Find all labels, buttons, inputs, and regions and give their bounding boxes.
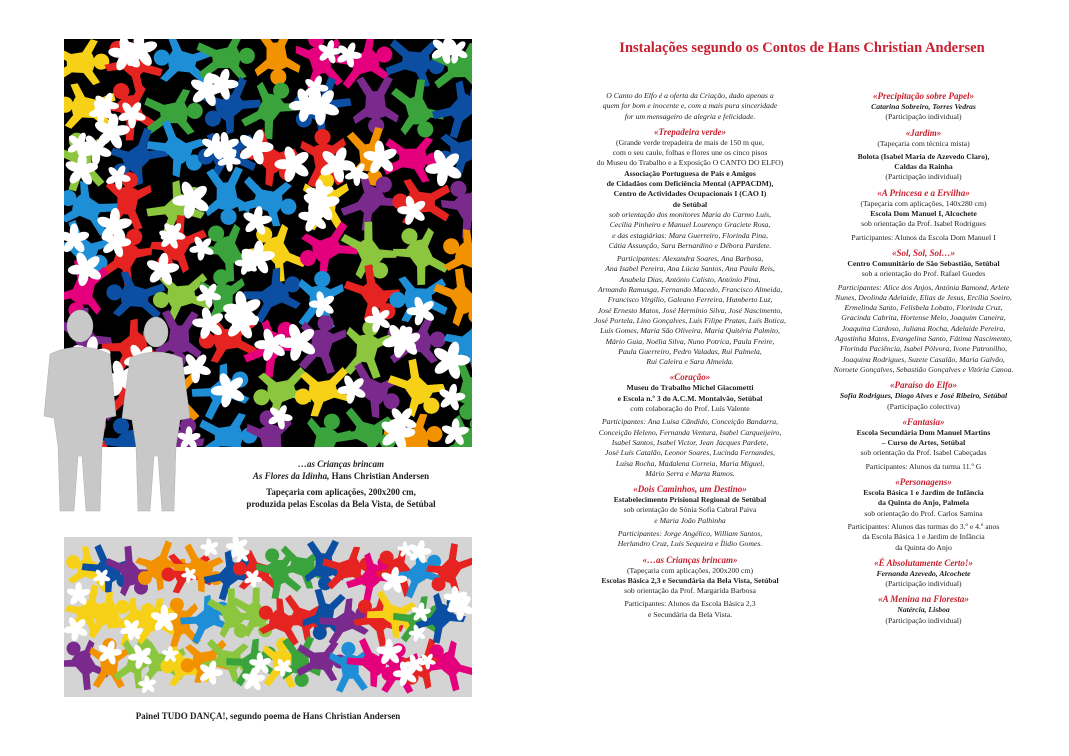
- text-line: Ana Isabel Pereira, Ana Lúcia Santos, Ana Paula Reis,: [605, 264, 775, 274]
- section-title: «A Princesa e a Ervilha»: [877, 187, 970, 198]
- column-right: [816, 91, 1031, 626]
- participants-list: [574, 417, 806, 479]
- text-line: Nunes, Deolinda Adelaide, Elias de Jesus, Ercília Soeiro,: [835, 292, 1012, 302]
- org-line: e Escola n.º 3 do A.C.M. Montalvão, Setúbal: [617, 393, 763, 403]
- text-line: Anabela Dias, António Calisto, António Pina,: [619, 274, 761, 284]
- text-line: José Portela, Lino Gonçalves, Luís Filipe Pratas, Luís Botica,: [594, 315, 786, 325]
- text-line: José Ernesto Matos, José Hermínio Silva, José Nascimento,: [597, 305, 783, 315]
- panel-caption: Painel TUDO DANÇA!, segundo poema de Hans Christian Andersen: [135, 711, 401, 721]
- text-line: da Quinta do Anjo: [895, 542, 952, 552]
- section-title: «Personagens»: [895, 477, 952, 488]
- org-line: Escola Básica 1 e Jardim de Infância: [863, 488, 984, 498]
- tapestry-caption: [210, 459, 472, 510]
- org-line: Fernanda Azevedo, Alcochete: [876, 568, 971, 578]
- section-title: «Fantasia»: [902, 416, 945, 427]
- text-line: Joaquina Cardoso, Juliana Rocha, Adelaide Pereira,: [841, 323, 1006, 333]
- org-line: de Cidadãos com Deficiência Mental (APPACDM),: [606, 179, 774, 189]
- org-line: Escolas Básica 2,3 e Secundária da Bela Vista, Setúbal: [601, 575, 779, 585]
- org-line: Catarina Sobreiro, Torres Vedras: [871, 102, 976, 111]
- org-line: Sofia Rodrigues, Diogo Alves e José Ribeiro, Setúbal: [839, 391, 1008, 401]
- text-line: (Participação colectiva): [887, 401, 960, 411]
- section-title: «Sol, Sol, Sol…»: [891, 247, 956, 258]
- text-line: (Grande verde trepadeira de mais de 150 m que,: [616, 137, 764, 147]
- text-line: Francisco Virgílio, Galeano Ferreira, Humberto Luz,: [607, 295, 773, 305]
- text-line: (Tapeçaria com aplicações, 140x280 cm): [860, 198, 987, 208]
- text-line: Agostinha Matos, Evangelina Santo, Fátima Nascimento,: [835, 334, 1012, 344]
- text-line: Rui Caleira e Sara Almeida.: [646, 357, 734, 367]
- text-line: com o seu caule, folhas e flores une os cinco pisos: [612, 148, 768, 158]
- org-line: Centro de Actividades Ocupacionais I (CAO I): [613, 189, 767, 199]
- text-line: sob orientação dos monitores Maria do Carmo Luís,: [608, 209, 771, 219]
- text-line: Armando Ramusga, Fernando Macedo, Francisco Almeida,: [597, 285, 783, 295]
- text-line: e Secundária da Bela Vista.: [647, 609, 733, 619]
- text-line: Luís Gomes, Maria São Oliveira, Maria Quitéria Palmito,: [600, 326, 780, 336]
- text-line: for um mensageiro de alegria e felicidade.: [624, 111, 756, 121]
- section-title: «Precipitação sobre Papel»: [873, 91, 974, 101]
- text-line: sob orientação da Prof. Isabel Rodrigues: [861, 219, 986, 229]
- dancing-panel-artwork: [64, 537, 472, 697]
- text-line: (Participação individual): [885, 112, 962, 122]
- text-line: O Canto do Elfo é a oferta da Criação, dado apenas a: [606, 91, 774, 100]
- column-left: [574, 91, 806, 620]
- text-line: sob a orientação do Prof. Rafael Guedes: [861, 269, 986, 279]
- text-line: Mário Serra e Marta Ramos.: [645, 468, 735, 478]
- caption-subtitle: As Flores da Idinha,: [252, 470, 330, 481]
- intro-text: [574, 91, 806, 122]
- participants-list: [574, 254, 806, 367]
- caption-author: Hans Christian Andersen: [329, 470, 430, 481]
- org-line: Escola Dom Manuel I, Alcochete: [870, 209, 977, 219]
- org-line: de Setúbal: [672, 199, 708, 209]
- text-line: sob orientação do Prof. Carlos Samina: [864, 508, 983, 518]
- org-line: Museu do Trabalho Michel Giacometti: [626, 383, 754, 393]
- text-line: Participantes: Jorge Angélico, William Santos,: [617, 528, 763, 538]
- text-line: Gracinda Cabrita, Hortense Melo, Joaquim Caneira,: [841, 313, 1006, 323]
- text-line: Conceição Heleno, Fernanda Ventura, Isabel Carqueijeiro,: [598, 427, 782, 437]
- section-title: «Coração»: [669, 372, 711, 383]
- text-line: Participantes: Ana Luísa Cândido, Conceição Bandarra,: [601, 417, 779, 427]
- text-line: (Participação individual): [885, 615, 962, 625]
- section-title: «É Absolutamente Certo!»: [874, 557, 973, 568]
- org-line: da Quinta do Anjo, Palmela: [877, 498, 970, 508]
- text-line: com colaboração do Prof. Luís Valente: [630, 404, 750, 414]
- section-title: «Paraíso do Elfo»: [889, 380, 957, 391]
- text-line: (Tapeçaria com técnica mista): [877, 138, 970, 148]
- section-title: «Dois Caminhos, um Destino»: [633, 484, 747, 495]
- text-line: Luísa Rocha, Madalena Correia, Maria Miguel,: [615, 458, 765, 468]
- section-title: «Jardim»: [905, 127, 942, 138]
- org-line: Estabelecimento Prisional Regional de Setúbal: [613, 495, 767, 505]
- text-line: Florinda Paciência, Isabel Pólvora, Ivone Patronilho,: [839, 344, 1008, 354]
- text-line: sob orientação de Sónia Sofia Cabral Paiva: [623, 505, 757, 515]
- text-line: Mário Guia, Noélia Silva, Nuno Potrica, Paula Freire,: [605, 336, 775, 346]
- text-line: (Participação individual): [885, 172, 962, 182]
- text-line: Noroete Gonçalves, Sebastião Gonçalves e Vitória Canoa.: [833, 364, 1014, 374]
- section-title: «A Menina na Floresta»: [878, 594, 969, 605]
- text-line: (Participação individual): [885, 579, 962, 589]
- text-line: Ermelinda Santo, Felisbela Lobato, Florinda Cruz,: [844, 303, 1003, 313]
- org-line: Escola Secundária Dom Manuel Martins: [856, 427, 991, 437]
- text-line: Herlandro Cruz, Luís Sequeira e Ílidio Gomes.: [617, 539, 763, 549]
- text-line: Participantes: Alice dos Anjos, Antónia Bamond, Arlete: [837, 282, 1010, 292]
- text-line: Paula Guerreiro, Pedro Valadas, Rui Palmela,: [618, 346, 762, 356]
- org-line: Associação Portuguesa de Pais e Amigos: [624, 168, 756, 178]
- page-title: Instalações segundo os Contos de Hans Christian Andersen: [619, 40, 985, 56]
- caption-line3: Tapeçaria com aplicações, 200x200 cm,: [266, 487, 416, 497]
- section-title: «Trepadeira verde»: [654, 126, 726, 137]
- text-line: Cátia Assunção, Sara Bernardino e Débora Pardete.: [608, 240, 772, 250]
- text-line: sob orientação da Prof. Margarida Barbosa: [624, 586, 756, 596]
- human-silhouettes-icon: [30, 306, 205, 516]
- caption-line4: produzida pelas Escolas da Bela Vista, de Setúbal: [246, 498, 436, 509]
- text-line: Participantes: Alunos da Escola Dom Manuel I: [851, 232, 996, 242]
- panel-image: [64, 537, 472, 697]
- text-line: da Escola Básica 1 e Jardim de Infância: [862, 532, 985, 542]
- text-line: Participantes: Alunos das turmas do 3.º e 4.º anos: [847, 521, 1000, 531]
- text-line: Participantes: Alexandra Soares, Ana Barbosa,: [616, 254, 764, 264]
- text-line: Cecília Pinheiro e Manuel Lourenço Graciete Rosa,: [609, 220, 771, 230]
- caption-title: …as Crianças brincam: [297, 459, 384, 469]
- text-line: José Luís Catalão, Leonor Soares, Lucinda Fernandes,: [605, 448, 775, 458]
- org-line: Bolota (Isabel Maria de Azevedo Claro),: [857, 151, 990, 161]
- org-line: Natércia, Lisboa: [897, 605, 950, 615]
- text-line: sob orientação da Prof. Isabel Cabeçadas: [860, 448, 987, 458]
- text-line: Participantes: Alunos da Escola Básica 2,3: [624, 599, 756, 609]
- org-line: Caldas da Rainha: [894, 162, 953, 172]
- org-line: – Curso de Artes, Setúbal: [881, 438, 966, 448]
- participants-list: [816, 283, 1031, 376]
- org-line: Centro Comunitário de São Sebastião, Setúbal: [847, 258, 1000, 268]
- text-line: quem for bom e inocente e, com a mais pura sinceridade: [602, 101, 778, 111]
- text-line: e das estagiárias: Mara Guerreiro, Florinda Pina,: [612, 230, 768, 240]
- text-line: do Museu do Trabalho e a Exposição O CANTO DO ELFO): [596, 158, 784, 168]
- text-line: Joaquina Rodrigues, Suzete Casalão, Maria Galvão,: [842, 354, 1005, 364]
- section-title: «…as Crianças brincam»: [642, 554, 738, 565]
- text-line: Participantes: Alunos da turma 11.º G: [865, 461, 982, 471]
- text-line: (Tapeçaria com aplicações, 200x200 cm): [626, 565, 754, 575]
- text-line: Isabel Santos, Isabel Victor, Jean Jacques Pardete,: [611, 437, 769, 447]
- text-line: e Maria João Palhinha: [654, 515, 726, 525]
